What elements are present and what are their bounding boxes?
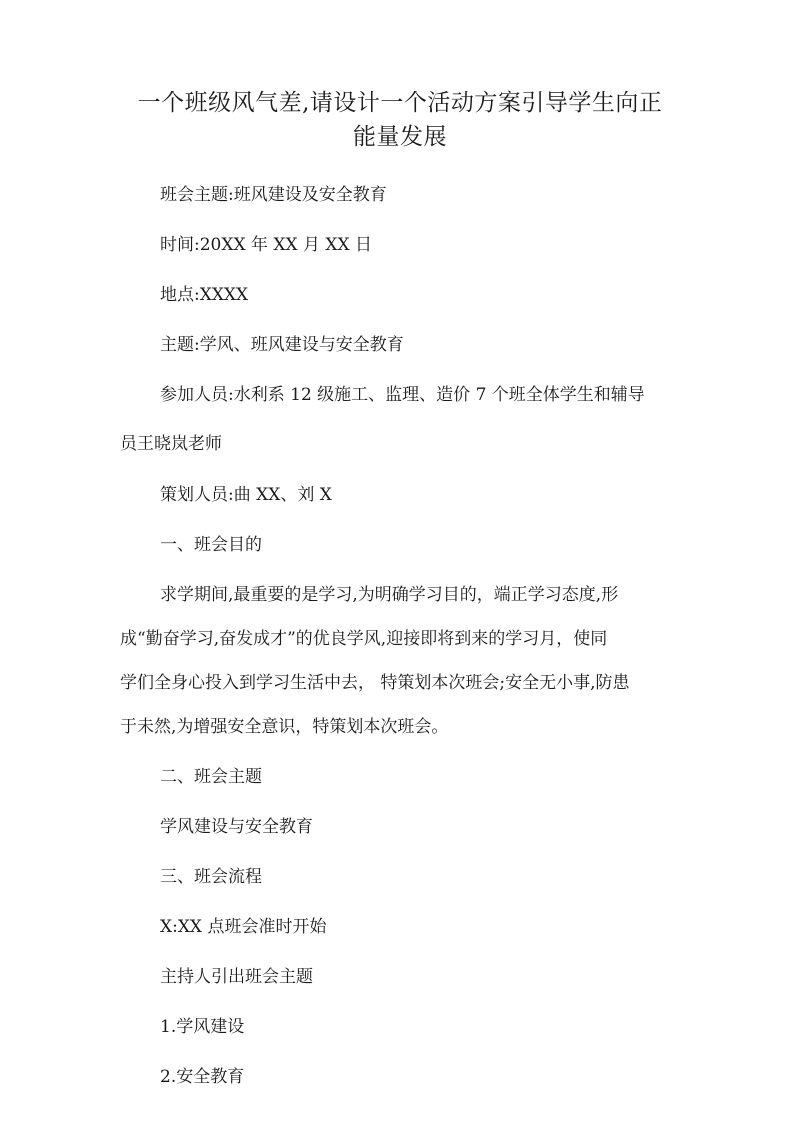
section-1-heading: 一、班会目的 bbox=[160, 535, 262, 555]
title-line-2: 能量发展 bbox=[353, 124, 447, 150]
participants-line-2: 员王晓岚老师 bbox=[120, 434, 222, 454]
planners: 策划人员:曲 XX、刘 X bbox=[160, 485, 332, 505]
meeting-time: 时间:20XX 年 XX 月 XX 日 bbox=[160, 235, 372, 255]
purpose-line: 求学期间,最重要的是学习,为明确学习目的，端正学习态度,形 bbox=[160, 585, 619, 605]
flow-item-2: 2.安全教育 bbox=[160, 1067, 245, 1087]
flow-item-1: 1.学风建设 bbox=[160, 1017, 245, 1037]
purpose-line: 学们全身心投入到学习生活中去， 特策划本次班会;安全无小事,防患 bbox=[120, 673, 630, 693]
flow-start: X:XX 点班会准时开始 bbox=[160, 917, 327, 937]
purpose-line: 成“勤奋学习,奋发成才”的优良学风,迎接即将到来的学习月，使同 bbox=[120, 629, 608, 649]
section-2-body: 学风建设与安全教育 bbox=[160, 817, 313, 837]
participants-line-1: 参加人员:水利系 12 级施工、监理、造价 7 个班全体学生和辅导 bbox=[160, 385, 645, 405]
title-line-1: 一个班级风气差,请设计一个活动方案引导学生向正 bbox=[137, 90, 663, 116]
section-3-heading: 三、班会流程 bbox=[160, 867, 262, 887]
flow-host: 主持人引出班会主题 bbox=[160, 967, 313, 987]
purpose-paragraph bbox=[120, 573, 685, 749]
document-title bbox=[115, 86, 685, 154]
meeting-topic: 主题:学风、班风建设与安全教育 bbox=[160, 335, 404, 355]
purpose-line: 于未然,为增强安全意识，特策划本次班会。 bbox=[120, 717, 449, 737]
section-2-heading: 二、班会主题 bbox=[160, 767, 262, 787]
meeting-location: 地点:XXXX bbox=[160, 285, 249, 305]
meeting-theme: 班会主题:班风建设及安全教育 bbox=[160, 185, 387, 205]
